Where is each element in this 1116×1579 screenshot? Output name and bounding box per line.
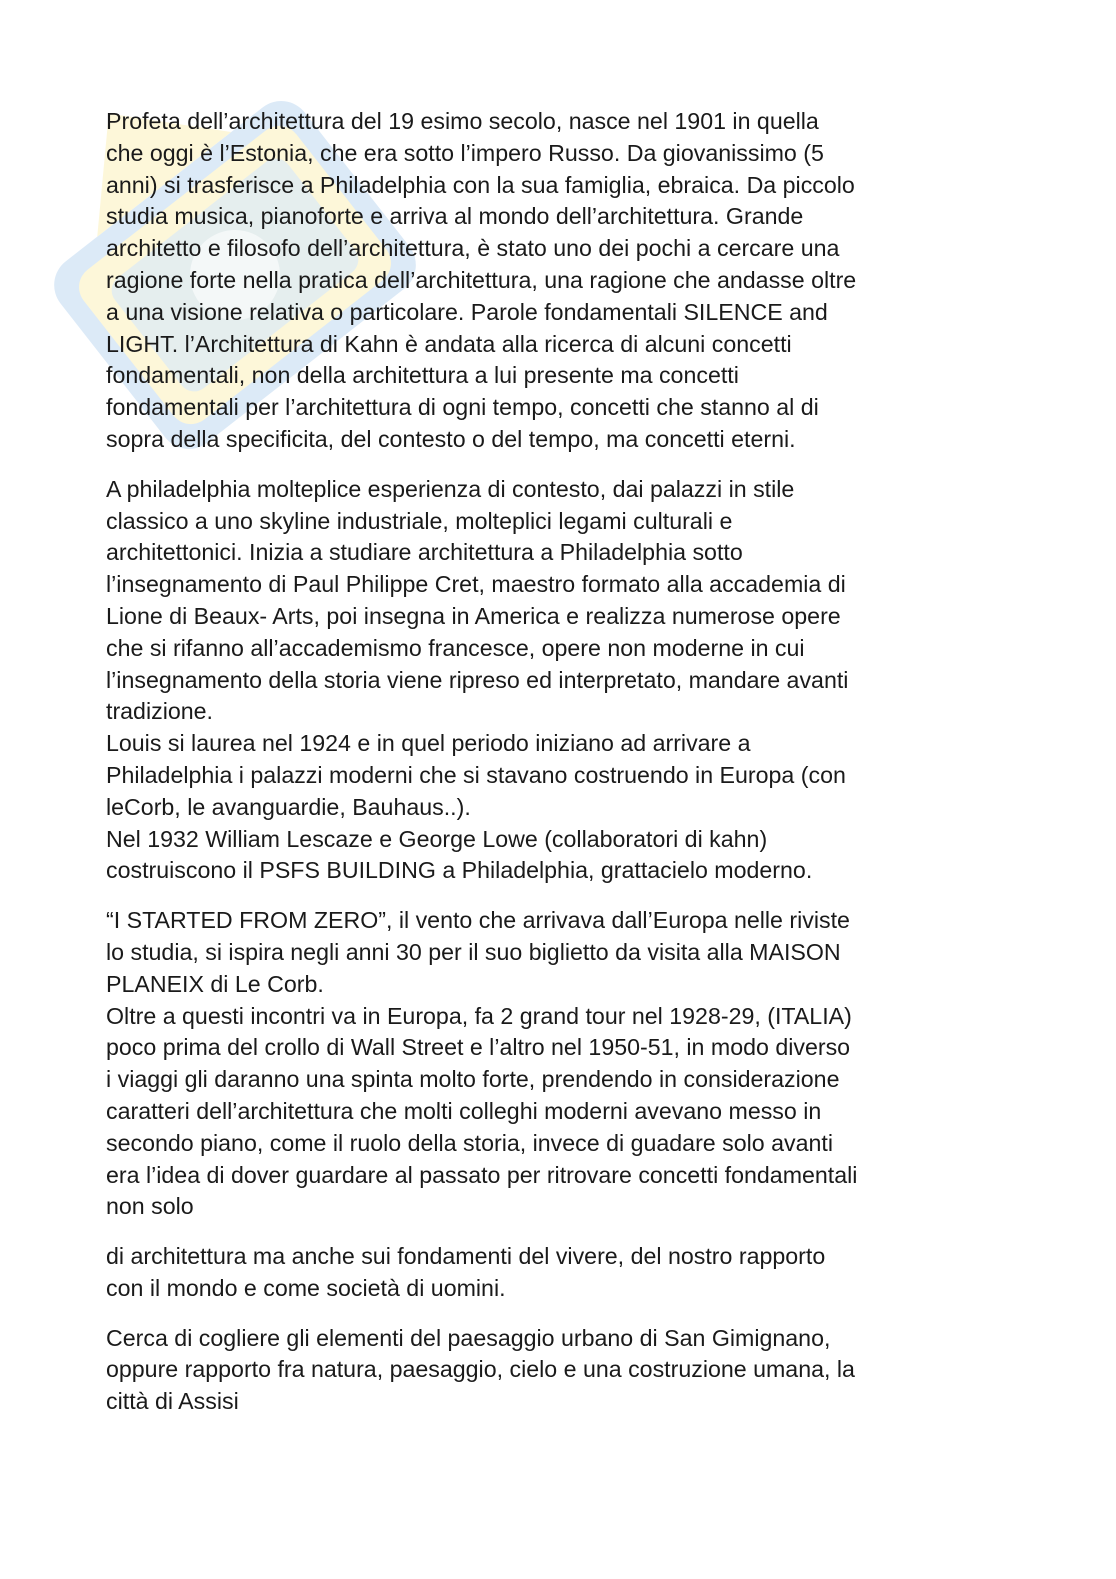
paragraph-started-from-zero: “I STARTED FROM ZERO”, il vento che arrivava dall’Europa nelle riviste lo studia, si ispira negli anni 30 per il suo biglietto da visita alla MAISON PLANEIX di Le Corb. Oltre a questi incontri va in Europa, fa 2 grand tour nel 1928-29, (ITALIA) poco prima del crollo di Wall Street e l’altro nel 1950-51, in modo diverso i viaggi gli daranno una spinta molto forte, prendendo in considerazione caratteri dell’architettura che molti colleghi moderni avevano messo in secondo piano, come il ruolo della storia, invece di guadare solo avanti era l’idea di dover guardare al passato per ritrovare concetti fondamentali non solo bbox=[106, 907, 858, 1220]
document-body bbox=[106, 106, 1016, 1418]
paragraph-philadelphia: A philadelphia molteplice esperienza di contesto, dai palazzi in stile classico a uno skyline industriale, molteplici legami culturali e architettonici. Inizia a studiare architettura a Philadelphia sotto l’insegnamento di Paul Philippe Cret, maestro formato alla accademia di Lione di Beaux- Arts, poi insegna in America e realizza numerose opere che si rifanno all’accademismo francesce, opere non moderne in cui l’insegnamento della storia viene ripreso ed interpretato, mandare avanti tradizione. Louis si laurea nel 1924 e in quel periodo iniziano ad arrivare a Philadelphia i palazzi moderni che si stavano costruendo in Europa (con leCorb, le avanguardie, Bauhaus..). Nel 1932 William Lescaze e George Lowe (collaboratori di kahn) costruiscono il PSFS BUILDING a Philadelphia, grattacielo moderno. bbox=[106, 475, 849, 884]
paragraph-kahn-intro: Profeta dell’architettura del 19 esimo secolo, nasce nel 1901 in quella che oggi è l’Estonia, che era sotto l’impero Russo. Da giovanissimo (5 anni) si trasferisce a Philadelphia con la sua famiglia, ebraica. Da piccolo studia musica, pianoforte e arriva al mondo dell’architettura. Grande architetto e filosofo dell’architettura, è stato uno dei pochi a cercare una ragione forte nella pratica dell’architettura, una ragione che andasse oltre a una visione relativa o particolare. Parole fondamentali SILENCE and LIGHT. l’Architettura di Kahn è andata alla ricerca di alcuni concetti fondamentali, non della architettura a lui presente ma concetti fondamentali per l’architettura di ogni tempo, concetti che stanno al di sopra della specificita, del contesto o del tempo, ma concetti eterni. bbox=[106, 108, 857, 452]
paragraph-fondamenti: di architettura ma anche sui fondamenti del vivere, del nostro rapporto con il mondo e come società di uomini. bbox=[106, 1243, 826, 1301]
paragraph-san-gimignano: Cerca di cogliere gli elementi del paesaggio urbano di San Gimignano, oppure rapporto fra natura, paesaggio, cielo e una costruzione umana, la città di Assisi bbox=[106, 1324, 855, 1415]
